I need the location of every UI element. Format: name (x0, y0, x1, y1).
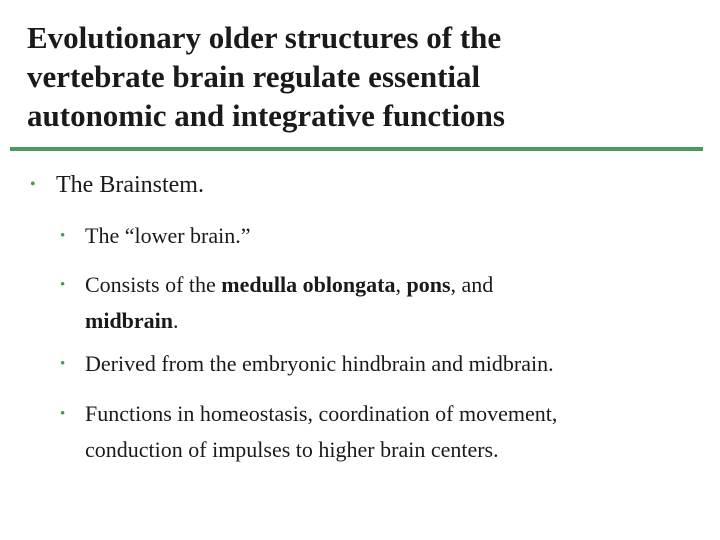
bullet-line-1 (85, 267, 493, 303)
bullet-dot-icon: • (60, 406, 66, 422)
bullet-line-2 (85, 303, 493, 339)
text-run: , and (450, 272, 494, 297)
bullet-dot-icon: • (60, 228, 66, 244)
title-divider (10, 147, 703, 151)
slide-title (27, 18, 707, 135)
bullet-text: The Brainstem. (56, 172, 204, 198)
title-line-3: autonomic and integrative functions (27, 98, 505, 133)
bullet-dot-icon: • (60, 277, 66, 293)
term-pons: pons (406, 272, 451, 297)
term-medulla-oblongata: medulla oblongata (221, 272, 396, 297)
title-line-1: Evolutionary older structures of the (27, 20, 502, 55)
bullet-line-1: Functions in homeostasis, coordination of movement, (85, 401, 558, 426)
bullet-line-2: conduction of impulses to higher brain centers. (85, 437, 499, 462)
bullet-dot-icon: • (60, 356, 66, 372)
bullet-text: Derived from the embryonic hindbrain and midbrain. (85, 351, 554, 376)
text-run: . (173, 308, 179, 333)
text-run: Consists of the (85, 272, 222, 297)
bullet-text: The “lower brain.” (85, 223, 251, 248)
title-line-2: vertebrate brain regulate essential (27, 59, 481, 94)
bullet-dot-icon: • (30, 176, 36, 193)
bullet-text (85, 267, 493, 339)
bullet-text (85, 396, 557, 468)
text-run: , (395, 272, 407, 297)
term-midbrain: midbrain (85, 308, 174, 333)
